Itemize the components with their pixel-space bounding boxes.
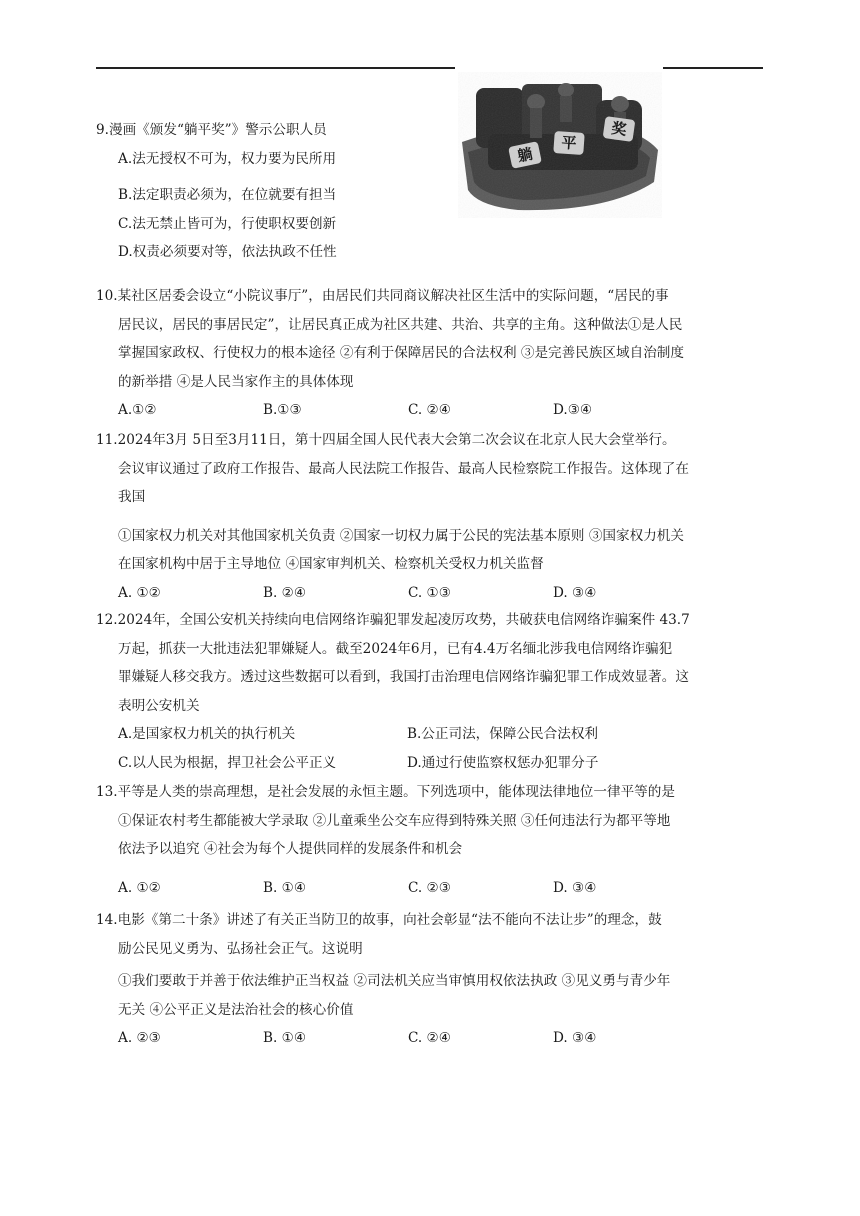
question-11-line-3: 我国 [118, 489, 146, 505]
question-13-option-d[interactable]: D. ③④ [553, 879, 597, 896]
question-11-option-c[interactable]: C. ①③ [408, 584, 451, 601]
question-10-line-2: 居民议，居民的事居民定”，让居民真正成为社区共建、共治、共享的主角。这种做法①是人民 [118, 316, 683, 333]
question-11-line-2: 会议审议通过了政府工作报告、最高人民法院工作报告、最高人民检察院工作报告。这体现了在 [118, 460, 689, 477]
question-12-options-row-2 [96, 749, 768, 778]
question-11 [96, 426, 768, 607]
question-11-line-1: 11.2024年3月 5日至3月11日，第十四届全国人民代表大会第二次会议在北京人民大会堂举行。 [96, 432, 676, 448]
question-11-option-d[interactable]: D. ③④ [553, 584, 597, 601]
question-14-option-a[interactable]: A. ②③ [118, 1030, 161, 1046]
question-13-choice-2: 依法予以追究 ④社会为每个人提供同样的发展条件和机会 [118, 841, 463, 857]
question-9-stem: 9.漫画《颁发“躺平奖”》警示公职人员 [96, 122, 327, 138]
question-14-option-d[interactable]: D. ③④ [553, 1030, 597, 1046]
question-13-option-a[interactable]: A. ①② [118, 879, 161, 896]
header-rule-left [96, 67, 455, 69]
question-10 [96, 282, 768, 425]
question-12-line-4: 表明公安机关 [118, 697, 200, 714]
question-10-option-a[interactable]: A.①② [118, 402, 157, 418]
svg-text:平: 平 [560, 133, 578, 153]
question-10-option-c[interactable]: C. ②④ [408, 402, 451, 418]
header-rule-right [663, 67, 763, 69]
question-9-option-b[interactable]: B.法定职责必须为，在位就要有担当 [118, 187, 337, 203]
question-13 [96, 778, 768, 902]
question-13-choice-1: ①保证农村考生都能被大学录取 ②儿童乘坐公交车应得到特殊关照 ③任何违法行为都平等地 [118, 812, 671, 829]
svg-text:奖: 奖 [610, 119, 628, 139]
question-10-line-4: 的新举措 ④是人民当家作主的具体体现 [118, 373, 354, 390]
question-12 [96, 606, 768, 777]
question-14-choice-1: ①我们要敢于并善于依法维护正当权益 ②司法机关应当审慎用权依法执政 ③见义勇与青少年 [118, 973, 671, 989]
question-12-option-a[interactable]: A.是国家权力机关的执行机关 [118, 726, 296, 742]
question-11-options [96, 579, 768, 608]
question-10-options [96, 396, 768, 425]
question-14-line-2: 励公民见义勇为、弘扬社会正气。这说明 [118, 940, 363, 957]
question-14-options [96, 1024, 768, 1053]
question-11-option-a[interactable]: A. ①② [118, 584, 161, 601]
question-13-option-c[interactable]: C. ②③ [408, 879, 451, 896]
question-14 [96, 906, 768, 1053]
question-9-option-a[interactable]: A.法无授权不可为，权力要为民所用 [118, 150, 337, 167]
question-9-option-c[interactable]: C.法无禁止皆可为，行使职权要创新 [118, 215, 337, 232]
question-14-line-1: 14.电影《第二十条》讲述了有关正当防卫的故事，向社会彰显“法不能向不法让步”的理念，鼓 [96, 912, 662, 928]
question-13-line-1: 13.平等是人类的崇高理想，是社会发展的永恒主题。下列选项中，能体现法律地位一律平等的是 [96, 784, 675, 800]
question-10-line-3: 掌握国家政权、行使权力的根本途径 ②有利于保障居民的合法权利 ③是完善民族区域自治制度 [118, 345, 684, 361]
question-12-option-c[interactable]: C.以人民为根据，捍卫社会公平正义 [118, 754, 337, 771]
question-9-option-d[interactable]: D.权责必须要对等，依法执政不任性 [118, 244, 337, 260]
question-12-line-2: 万起，抓获一大批违法犯罪嫌疑人。截至2024年6月，已有4.4万名缅北涉我电信网络诈骗犯 [118, 640, 673, 657]
svg-text:躺: 躺 [515, 144, 535, 166]
question-10-line-1: 10.某社区居委会设立“小院议事厅”，由居民们共同商议解决社区生活中的实际问题，“居民的事 [96, 288, 669, 304]
question-12-line-3: 罪嫌疑人移交我方。透过这些数据可以看到，我国打击治理电信网络诈骗犯罪工作成效显著。这 [118, 669, 689, 685]
question-11-choice-2: 在国家机构中居于主导地位 ④国家审判机关、检察机关受权力机关监督 [118, 556, 544, 572]
question-13-options [96, 874, 768, 903]
question-11-choice-1: ①国家权力机关对其他国家机关负责 ②国家一切权力属于公民的宪法基本原则 ③国家权力机关 [118, 527, 684, 544]
question-10-option-d[interactable]: D.③④ [553, 402, 593, 418]
question-9 [96, 116, 768, 267]
question-11-option-b[interactable]: B. ②④ [263, 584, 307, 601]
question-12-option-d[interactable]: D.通过行使监察权惩办犯罪分子 [407, 754, 599, 771]
question-12-option-b[interactable]: B.公正司法，保障公民合法权利 [407, 726, 599, 742]
question-14-option-c[interactable]: C. ②④ [408, 1030, 451, 1046]
question-13-option-b[interactable]: B. ①④ [263, 879, 307, 896]
question-12-options-row-1 [96, 720, 768, 749]
question-10-option-b[interactable]: B.①③ [263, 402, 302, 418]
question-14-choice-2: 无关 ④公平正义是法治社会的核心价值 [118, 1001, 354, 1018]
question-14-option-b[interactable]: B. ①④ [263, 1030, 307, 1046]
question-12-line-1: 12.2024年，全国公安机关持续向电信网络诈骗犯罪发起凌厉攻势，共破获电信网络诈骗案件 43.7 [96, 612, 690, 628]
